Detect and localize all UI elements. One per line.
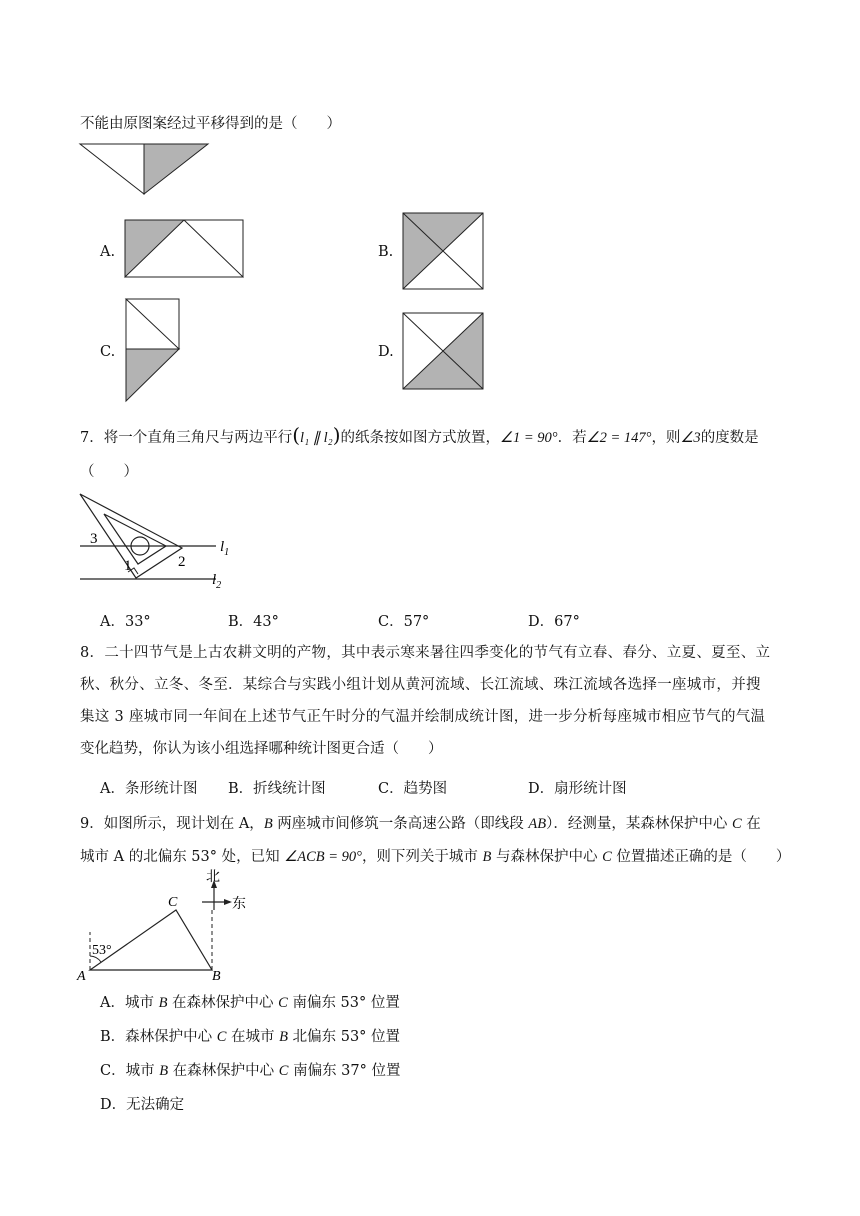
q7-parallel-notation: l₁ ∥ l₂ xyxy=(300,430,333,446)
q7-label-3: 3 xyxy=(90,531,98,547)
q8-option-c xyxy=(378,777,447,798)
q9-line1-part-c: 两座城市间修筑一条高速公路（即线段 xyxy=(272,816,529,832)
q9-var-c: C xyxy=(731,816,742,832)
q9-option-c-t3: 南偏东 37° 位置 xyxy=(288,1063,401,1079)
q9-option-b-v2: B xyxy=(279,1029,289,1045)
q8-option-b xyxy=(228,777,326,798)
q9-angle-label: 53° xyxy=(92,943,112,958)
q8-option-d-label: D． xyxy=(528,781,555,797)
q7-option-b-label: B． xyxy=(228,614,254,630)
q9-line2-part-e: 与森林保护中心 xyxy=(491,849,603,865)
q9-option-d xyxy=(100,1093,184,1114)
q8-option-c-text: 趋势图 xyxy=(403,781,448,797)
q9-var-b: B xyxy=(263,816,273,832)
q7-stem-part-b: 的纸条按如图方式放置， xyxy=(340,430,500,446)
q9-point-b: B xyxy=(212,969,221,984)
q7-option-c xyxy=(378,610,429,631)
q7-label-l1: $l_1$ xyxy=(220,539,230,558)
q8-option-a xyxy=(100,777,197,798)
q9-segment-ab: AB xyxy=(528,816,547,832)
q7-option-a xyxy=(100,610,151,631)
q6-option-d-figure xyxy=(400,310,486,392)
q8-option-b-label: B． xyxy=(228,781,254,797)
q6-option-c-label: C. xyxy=(100,344,116,360)
q7-option-a-text: 33° xyxy=(124,614,151,630)
q9-option-c-t1: 城市 xyxy=(125,1063,160,1079)
q9-option-a-label: A． xyxy=(100,995,125,1011)
q8-line-4: 变化趋势，你认为该小组选择哪种统计图更合适（ ） xyxy=(80,741,443,757)
q9-option-c-label: C． xyxy=(100,1063,126,1079)
q6-option-a-figure xyxy=(122,218,248,280)
q7-option-a-label: A． xyxy=(100,614,125,630)
q9-point-a: A xyxy=(77,969,86,984)
q9-line-1 xyxy=(80,812,761,833)
q9-option-a-t1: 城市 xyxy=(124,995,159,1011)
q8-line-1: 8．二十四节气是上古农耕文明的产物，其中表示寒来暑往四季变化的节气有立春、春分、立夏、夏至、立 xyxy=(80,645,771,661)
q7-option-d xyxy=(528,610,580,631)
q7-label-l2: $l_2$ xyxy=(212,572,222,590)
q7-stem-part-a: 将一个直角三角尺与两边平行 xyxy=(103,430,293,446)
q9-line1-part-e: ）．经测量，某森林保护中心 xyxy=(546,816,732,832)
q7-option-d-text: 67° xyxy=(554,614,580,630)
q9-option-b-t3: 北偏东 53° 位置 xyxy=(288,1029,401,1045)
q9-option-c-v2: C xyxy=(278,1063,289,1079)
q7-number: 7． xyxy=(80,430,104,446)
q9-option-c-t2: 在森林保护中心 xyxy=(168,1063,279,1079)
q9-option-b-v1: C xyxy=(216,1029,227,1045)
q9-option-b-t1: 森林保护中心 xyxy=(125,1029,217,1045)
q9-line1-part-a: 9．如图所示，现计划在 A， xyxy=(80,816,264,832)
q7-option-d-label: D． xyxy=(528,614,555,630)
q7-stem-part-c: ．若 xyxy=(557,430,587,446)
q9-north-label: 北 xyxy=(206,870,220,885)
q9-option-a xyxy=(100,991,400,1012)
q8-option-b-text: 折线统计图 xyxy=(253,781,326,797)
q6-stem: 不能由原图案经过平移得到的是（ ） xyxy=(80,116,341,132)
q9-line2-part-c: ，则下列关于城市 xyxy=(361,849,483,865)
q8-option-d-text: 扇形统计图 xyxy=(554,781,627,797)
q7-label-1: 1 xyxy=(124,558,132,574)
q9-line-2 xyxy=(80,845,790,866)
q7-stem-part-e: 的度数是 xyxy=(700,430,759,446)
q9-line2-part-a: 城市 A 的北偏东 53° 处，已知 xyxy=(80,849,285,865)
q9-option-b-t2: 在城市 xyxy=(226,1029,280,1045)
q8-option-a-text: 条形统计图 xyxy=(124,781,198,797)
q9-point-c: C xyxy=(168,895,178,910)
q9-east-label: 东 xyxy=(232,897,246,912)
q9-var-c-2: C xyxy=(602,849,612,865)
q9-line2-part-g: 位置描述正确的是（ ） xyxy=(611,849,791,865)
q7-stem-line2: （ ） xyxy=(80,464,138,480)
q8-option-c-label: C． xyxy=(378,781,404,797)
q7-angle2: ∠2 = 147° xyxy=(586,430,652,446)
q6-original-figure xyxy=(76,140,212,198)
q9-option-b-label: B． xyxy=(100,1029,126,1045)
q8-option-d xyxy=(528,777,627,798)
q7-option-c-text: 57° xyxy=(403,614,430,630)
q6-option-d-label: D. xyxy=(378,344,394,360)
q7-angle1: ∠1 = 90° xyxy=(500,430,558,446)
q7-figure xyxy=(76,490,246,590)
q7-paren-open: ( xyxy=(292,423,301,447)
q9-option-a-v1: B xyxy=(158,995,168,1011)
q9-line1-part-g: 在 xyxy=(741,816,761,832)
q9-option-a-v2: C xyxy=(278,995,288,1011)
q7-stem xyxy=(80,423,759,447)
q9-option-d-t1: 无法确定 xyxy=(126,1097,185,1113)
q6-option-b-label: B. xyxy=(378,244,394,260)
q9-var-b-2: B xyxy=(482,849,492,865)
q9-angle-acb: ∠ACB = 90° xyxy=(284,849,362,865)
q9-option-d-label: D． xyxy=(100,1097,127,1113)
q6-option-a-label: A. xyxy=(100,244,116,260)
q9-option-a-t2: 在森林保护中心 xyxy=(167,995,279,1011)
q7-option-b-text: 43° xyxy=(253,614,279,630)
q9-option-a-t3: 南偏东 53° 位置 xyxy=(287,995,400,1011)
q9-figure xyxy=(74,866,264,984)
q7-label-2: 2 xyxy=(178,554,186,570)
q9-option-c xyxy=(100,1059,401,1080)
q7-paren-close: ) xyxy=(332,423,341,447)
q8-line-3: 集这 3 座城市同一年间在上述节气正午时分的气温并绘制成统计图，进一步分析每座城市相应节气的气温 xyxy=(80,709,766,725)
q7-option-c-label: C． xyxy=(378,614,404,630)
q9-option-b xyxy=(100,1025,400,1046)
q8-option-a-label: A． xyxy=(100,781,125,797)
q9-option-c-v1: B xyxy=(159,1063,169,1079)
q6-option-b-figure xyxy=(400,210,486,292)
q6-option-c-figure xyxy=(122,296,184,404)
q7-angle3: ∠3 xyxy=(680,430,701,446)
q8-line-2: 秋、秋分、立冬、冬至．某综合与实践小组计划从黄河流域、长江流域、珠江流域各选择一座城市，并搜 xyxy=(80,677,761,693)
q7-stem-part-d: ，则 xyxy=(651,430,681,446)
q7-option-b xyxy=(228,610,279,631)
